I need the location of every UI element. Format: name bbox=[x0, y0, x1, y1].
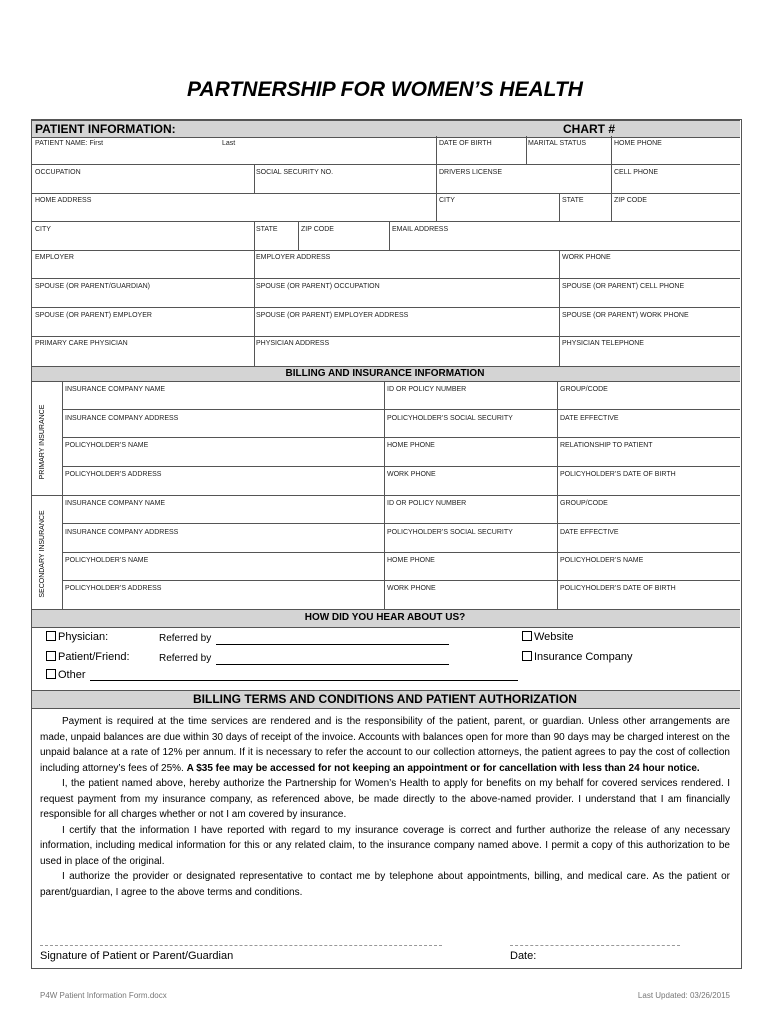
secondary-policy-field[interactable]: ID OR POLICY NUMBER bbox=[387, 500, 467, 507]
patient-last-name-field[interactable]: Last bbox=[222, 140, 236, 147]
checkbox-icon[interactable] bbox=[46, 651, 56, 661]
date-of-birth-field[interactable]: DATE OF BIRTH bbox=[439, 140, 492, 147]
spouse-employer-address-field[interactable]: SPOUSE (OR PARENT) EMPLOYER ADDRESS bbox=[256, 312, 409, 319]
secondary-insurance-label: SECONDARY INSURANCE bbox=[39, 510, 46, 598]
friend-option-label: Patient/Friend: bbox=[58, 651, 130, 663]
primary-company-field[interactable]: INSURANCE COMPANY NAME bbox=[65, 386, 166, 393]
primary-home-phone-field[interactable]: HOME PHONE bbox=[387, 442, 435, 449]
patient-first-name-field[interactable]: PATIENT NAME: First bbox=[35, 140, 104, 147]
terms-paragraph-2: I, the patient named above, hereby authorize the Partnership for Women’s Health to apply for benefits on my behalf for covered services rendered. I request payment from my insurance company, as referenced above, be made directly to the above-named provider. I understand that I am financially responsible for all charges whether or not I am covered by insurance. bbox=[40, 778, 730, 820]
home-phone-field[interactable]: HOME PHONE bbox=[614, 140, 662, 147]
billing-heading: BILLING AND INSURANCE INFORMATION bbox=[285, 368, 485, 379]
primary-insurance-label: PRIMARY INSURANCE bbox=[39, 404, 46, 480]
terms-paragraph-4: I authorize the provider or designated representative to contact me by telephone about appointments, billing, and medical care. As the patient or parent/guardian, I agree to the above terms and conditions. bbox=[40, 871, 730, 898]
hear-about-heading: HOW DID YOU HEAR ABOUT US? bbox=[304, 612, 466, 623]
cell-phone-field[interactable]: CELL PHONE bbox=[614, 169, 659, 176]
signature-label: Signature of Patient or Parent/Guardian bbox=[40, 950, 234, 962]
secondary-company-field[interactable]: INSURANCE COMPANY NAME bbox=[65, 500, 166, 507]
secondary-holder-address-field[interactable]: POLICYHOLDER’S ADDRESS bbox=[65, 585, 162, 592]
secondary-holder-name-field-2[interactable]: POLICYHOLDER’S NAME bbox=[560, 557, 644, 564]
secondary-group-field[interactable]: GROUP/CODE bbox=[560, 500, 608, 507]
insurance-option[interactable] bbox=[522, 651, 632, 663]
date-line[interactable] bbox=[510, 945, 680, 946]
primary-policy-field[interactable]: ID OR POLICY NUMBER bbox=[387, 386, 467, 393]
terms-heading: BILLING TERMS AND CONDITIONS AND PATIENT AUTHORIZATION bbox=[193, 692, 577, 706]
spouse-employer-field[interactable]: SPOUSE (OR PARENT) EMPLOYER bbox=[35, 312, 152, 319]
website-option-label: Website bbox=[534, 631, 574, 643]
primary-care-physician-field[interactable]: PRIMARY CARE PHYSICIAN bbox=[35, 340, 128, 347]
secondary-holder-dob-field[interactable]: POLICYHOLDER’S DATE OF BIRTH bbox=[560, 585, 676, 592]
primary-holder-address-field[interactable]: POLICYHOLDER’S ADDRESS bbox=[65, 471, 162, 478]
secondary-work-phone-field[interactable]: WORK PHONE bbox=[387, 585, 436, 592]
marital-status-field[interactable]: MARITAL STATUS bbox=[528, 140, 587, 147]
city-field[interactable]: CITY bbox=[439, 197, 455, 204]
secondary-company-address-field[interactable]: INSURANCE COMPANY ADDRESS bbox=[65, 529, 179, 536]
referred-by-label-1: Referred by bbox=[159, 633, 212, 644]
spouse-work-phone-field[interactable]: SPOUSE (OR PARENT) WORK PHONE bbox=[562, 312, 689, 319]
chart-number-label: CHART # bbox=[563, 122, 616, 136]
city-field-2[interactable]: CITY bbox=[35, 226, 51, 233]
primary-holder-name-field[interactable]: POLICYHOLDER’S NAME bbox=[65, 442, 149, 449]
physician-telephone-field[interactable]: PHYSICIAN TELEPHONE bbox=[562, 340, 644, 347]
secondary-date-effective-field[interactable]: DATE EFFECTIVE bbox=[560, 529, 619, 536]
checkbox-icon[interactable] bbox=[522, 631, 532, 641]
checkbox-icon[interactable] bbox=[46, 631, 56, 641]
primary-holder-ssn-field[interactable]: POLICYHOLDER’S SOCIAL SECURITY bbox=[387, 415, 513, 422]
referred-by-line-1[interactable] bbox=[216, 644, 449, 645]
other-option-label: Other bbox=[58, 669, 86, 681]
physician-option[interactable] bbox=[46, 631, 108, 643]
checkbox-icon[interactable] bbox=[46, 669, 56, 679]
other-option[interactable] bbox=[46, 669, 86, 681]
employer-address-field[interactable]: EMPLOYER ADDRESS bbox=[256, 254, 331, 261]
home-address-field[interactable]: HOME ADDRESS bbox=[35, 197, 92, 204]
referred-by-line-2[interactable] bbox=[216, 664, 449, 665]
other-line[interactable] bbox=[90, 680, 518, 681]
referred-by-label-2: Referred by bbox=[159, 653, 212, 664]
state-field-2[interactable]: STATE bbox=[256, 226, 278, 233]
zip-code-field[interactable]: ZIP CODE bbox=[614, 197, 647, 204]
checkbox-icon[interactable] bbox=[522, 651, 532, 661]
work-phone-field[interactable]: WORK PHONE bbox=[562, 254, 611, 261]
primary-holder-dob-field[interactable]: POLICYHOLDER’S DATE OF BIRTH bbox=[560, 471, 676, 478]
footer-updated: Last Updated: 03/26/2015 bbox=[637, 991, 730, 1000]
footer-filename: P4W Patient Information Form.docx bbox=[40, 991, 167, 1000]
primary-date-effective-field[interactable]: DATE EFFECTIVE bbox=[560, 415, 619, 422]
secondary-holder-name-field[interactable]: POLICYHOLDER’S NAME bbox=[65, 557, 149, 564]
terms-text bbox=[40, 714, 730, 900]
spouse-occupation-field[interactable]: SPOUSE (OR PARENT) OCCUPATION bbox=[256, 283, 380, 290]
terms-paragraph-1: Payment is required at the time services are rendered and is the responsibility of the patient, parent, or guardian. Unless other arrangements are made, unpaid balances are due within 30 days of receipt of the invoice. Accounts with balances open for more than 90 days may be charged interest on the unpaid balance at a rate of 12% per annum. If it is necessary to refer the account to our collection attorneys, the patient agrees to pay the cost of collection including attorney’s fees of 25%. A $35 fee may be accessed for not keeping an appointment or for cancellation with less than 24 hour notice. bbox=[40, 716, 730, 774]
website-option[interactable] bbox=[522, 631, 574, 643]
spouse-cell-field[interactable]: SPOUSE (OR PARENT) CELL PHONE bbox=[562, 283, 685, 290]
drivers-license-field[interactable]: DRIVERS LICENSE bbox=[439, 169, 503, 176]
employer-field[interactable]: EMPLOYER bbox=[35, 254, 74, 261]
secondary-home-phone-field[interactable]: HOME PHONE bbox=[387, 557, 435, 564]
email-field[interactable]: EMAIL ADDRESS bbox=[392, 226, 449, 233]
physician-option-label: Physician: bbox=[58, 631, 109, 643]
state-field[interactable]: STATE bbox=[562, 197, 584, 204]
secondary-holder-ssn-field[interactable]: POLICYHOLDER’S SOCIAL SECURITY bbox=[387, 529, 513, 536]
primary-company-address-field[interactable]: INSURANCE COMPANY ADDRESS bbox=[65, 415, 179, 422]
signature-line[interactable] bbox=[40, 945, 442, 946]
physician-address-field[interactable]: PHYSICIAN ADDRESS bbox=[256, 340, 330, 347]
date-label: Date: bbox=[510, 950, 537, 962]
patient-info-heading: PATIENT INFORMATION: bbox=[35, 122, 176, 136]
primary-work-phone-field[interactable]: WORK PHONE bbox=[387, 471, 436, 478]
terms-paragraph-3: I certify that the information I have reported with regard to my insurance coverage is correct and further authorize the release of any necessary information, including medical information for this or any related claim, to the insurance company named above. I permit a copy of this authorization to be used in place of the original. bbox=[40, 824, 730, 867]
spouse-field[interactable]: SPOUSE (OR PARENT/GUARDIAN) bbox=[35, 283, 150, 290]
ssn-field[interactable]: SOCIAL SECURITY NO. bbox=[256, 169, 334, 176]
no-show-fee-notice: A $35 fee may be accessed for not keeping an appointment or for cancellation with less than 24 hour notice. bbox=[186, 762, 700, 774]
friend-option[interactable] bbox=[46, 651, 130, 663]
occupation-field[interactable]: OCCUPATION bbox=[35, 169, 81, 176]
primary-relationship-field[interactable]: RELATIONSHIP TO PATIENT bbox=[560, 442, 653, 449]
insurance-option-label: Insurance Company bbox=[534, 651, 633, 663]
form-title: PARTNERSHIP FOR WOMEN’S HEALTH bbox=[187, 78, 583, 101]
primary-group-field[interactable]: GROUP/CODE bbox=[560, 386, 608, 393]
zip-code-field-2[interactable]: ZIP CODE bbox=[301, 226, 334, 233]
